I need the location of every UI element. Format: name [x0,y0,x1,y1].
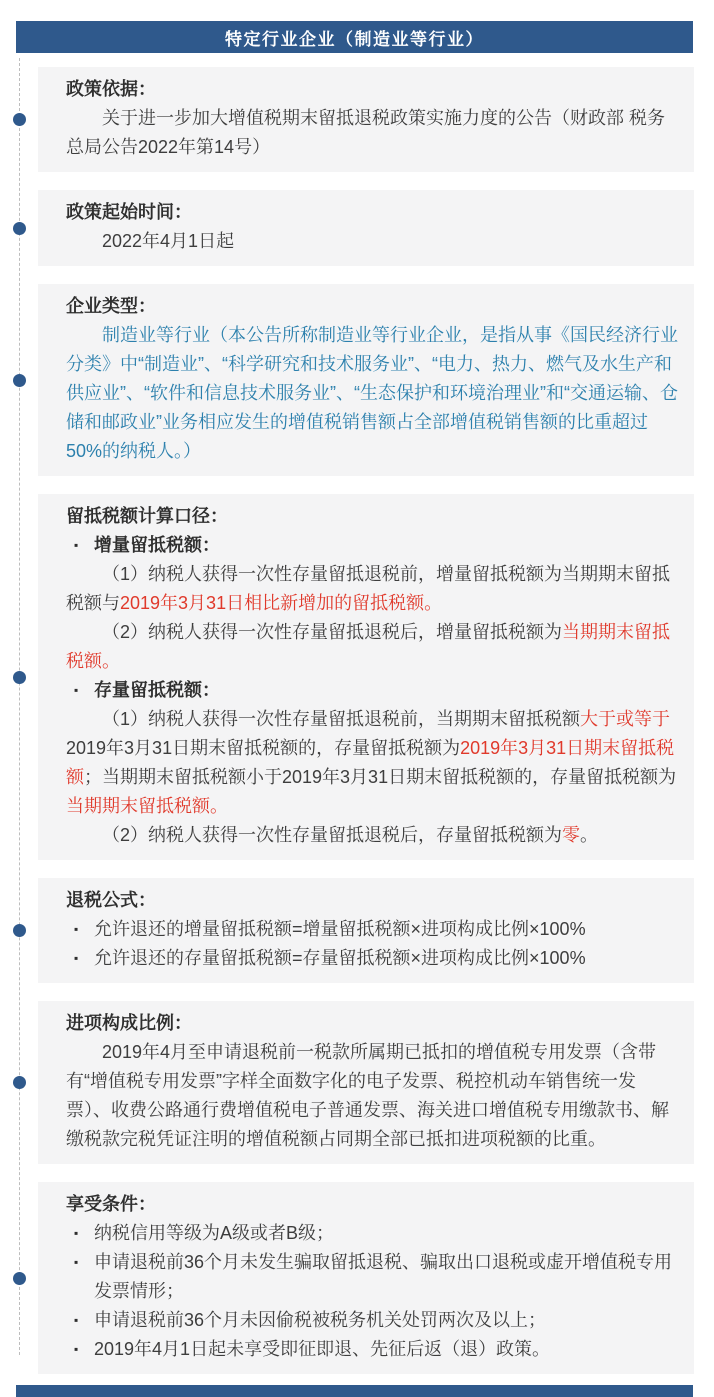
timeline-dot-icon [13,924,26,937]
text-segment: （2）纳税人获得一次性存量留抵退税后，增量留抵税额为 [102,622,563,642]
page-title: 特定行业企业（制造业等行业） [225,29,484,49]
section-card [38,190,694,266]
text-segment: 2019年4月至申请退税前一税款所属期已抵扣的增值税专用发票（含带有“增值税专用发票”字样全面数字化的电子发票、税控机动车销售统一发票）、收费公路通行费增值税电子普通发票、海关进口增值税专用缴款书、解缴税款完税凭证注明的增值税额占同期全部已抵扣进项税额的比重。 [66,1042,669,1149]
bullet-square-icon: ▪ [74,922,79,936]
timeline-dot-icon [13,1076,26,1089]
text-segment: 允许退还的增量留抵税额=增量留抵税额×进项构成比例×100% [94,919,586,939]
sections-container [0,67,714,1392]
paragraph [66,560,678,618]
bullet-item [72,944,678,973]
text-segment: 。 [580,825,599,845]
text-segment: 存量留抵税额： [94,680,220,700]
text-segment: 申请退税前36个月未发生骗取留抵退税、骗取出口退税或虚开增值税专用发票情形； [94,1252,673,1301]
timeline-dot-column [0,284,38,476]
text-segment: 2022年4月1日起 [102,231,235,251]
timeline-dot-column [0,1001,38,1164]
policy-section [0,494,714,860]
bullet-item [72,676,678,705]
bullet-square-icon: ▪ [74,951,79,965]
section-title: 退税公式： [66,890,156,910]
highlight-text-red: 当期期末留抵税额。 [66,796,228,816]
section-card [38,1001,694,1164]
paragraph [66,227,678,256]
page-title-bar [16,21,693,53]
timeline-dot-icon [13,671,26,684]
text-segment: 关于进一步加大增值税期末留抵退税政策实施力度的公告（财政部 税务总局公告2022年第14号） [66,108,665,157]
bullet-square-icon: ▪ [74,1255,79,1269]
highlight-text-red: 当期期末留抵税额。 [66,622,671,671]
highlight-text-red: 2019年3月31日期末留抵税额 [66,738,675,787]
bullet-square-icon: ▪ [74,538,79,552]
text-segment: 申请退税前36个月未因偷税被税务机关处罚两次及以上； [94,1310,547,1330]
timeline-dot-column [0,1182,38,1374]
text-segment: （1）纳税人获得一次性存量留抵退税前，增量留抵税额为当期期末留抵税额与 [66,564,671,613]
text-segment: （1）纳税人获得一次性存量留抵退税前，当期期末留抵税额 [102,709,581,729]
bullet-item [72,1306,678,1335]
policy-section [0,878,714,983]
highlight-text-red: 零 [562,825,581,845]
policy-section [0,284,714,476]
section-card [38,284,694,476]
section-title: 留抵税额计算口径： [66,506,228,526]
timeline-dot-icon [13,374,26,387]
timeline-dot-column [0,494,38,860]
paragraph [66,821,678,850]
policy-section [0,1001,714,1164]
policy-section [0,1182,714,1374]
bullet-square-icon: ▪ [74,683,79,697]
highlight-text-red: 大于或等于 [580,709,671,729]
policy-section [0,67,714,172]
bullet-item [72,915,678,944]
text-segment: 2019年3月31日期末留抵税额的，存量留抵税额为 [66,738,461,758]
section-title: 政策依据： [66,79,156,99]
section-card [38,494,694,860]
section-title: 享受条件： [66,1194,156,1214]
text-segment: 2019年4月1日起未享受即征即退、先征后返（退）政策。 [94,1339,551,1359]
bullet-square-icon: ▪ [74,1226,79,1240]
policy-section [0,190,714,266]
section-title: 政策起始时间： [66,202,192,222]
text-segment: （2）纳税人获得一次性存量留抵退税后，存量留抵税额为 [102,825,563,845]
bullet-square-icon: ▪ [74,1313,79,1327]
highlight-text-red: 2019年3月31日相比新增加的留抵税额。 [120,593,443,613]
timeline-dot-column [0,67,38,172]
text-segment: 纳税信用等级为A级或者B级； [94,1223,335,1243]
bullet-item [72,1219,678,1248]
bullet-item [72,1335,678,1364]
paragraph [66,705,678,821]
timeline-dot-column [0,878,38,983]
text-segment: 允许退还的存量留抵税额=存量留抵税额×进项构成比例×100% [94,948,586,968]
section-card [38,1182,694,1374]
paragraph [66,1038,678,1154]
section-card [38,67,694,172]
section-card [38,878,694,983]
section-title: 进项构成比例： [66,1013,192,1033]
paragraph [66,618,678,676]
bullet-item [72,531,678,560]
paragraph [66,104,678,162]
bullet-item [72,1248,678,1306]
paragraph [66,321,678,466]
timeline-dot-icon [13,1272,26,1285]
highlight-text-blue: 制造业等行业（本公告所称制造业等行业企业，是指从事《国民经济行业分类》中“制造业”、“科学研究和技术服务业”、“电力、热力、燃气及水生产和供应业”、“软件和信息技术服务业”、“生态保护和环境治理业”和“交通运输、仓储和邮政业”业务相应发生的增值税销售额占全部增值税销售额的比重超过50%的纳税人。） [66,325,678,461]
timeline-dot-column [0,190,38,266]
text-segment: 增量留抵税额： [94,535,220,555]
bullet-square-icon: ▪ [74,1342,79,1356]
text-segment: ；当期期末留抵税额小于2019年3月31日期末留抵税额的，存量留抵税额为 [84,767,677,787]
timeline-dot-icon [13,222,26,235]
section-title: 企业类型： [66,296,156,316]
timeline-dot-icon [13,113,26,126]
